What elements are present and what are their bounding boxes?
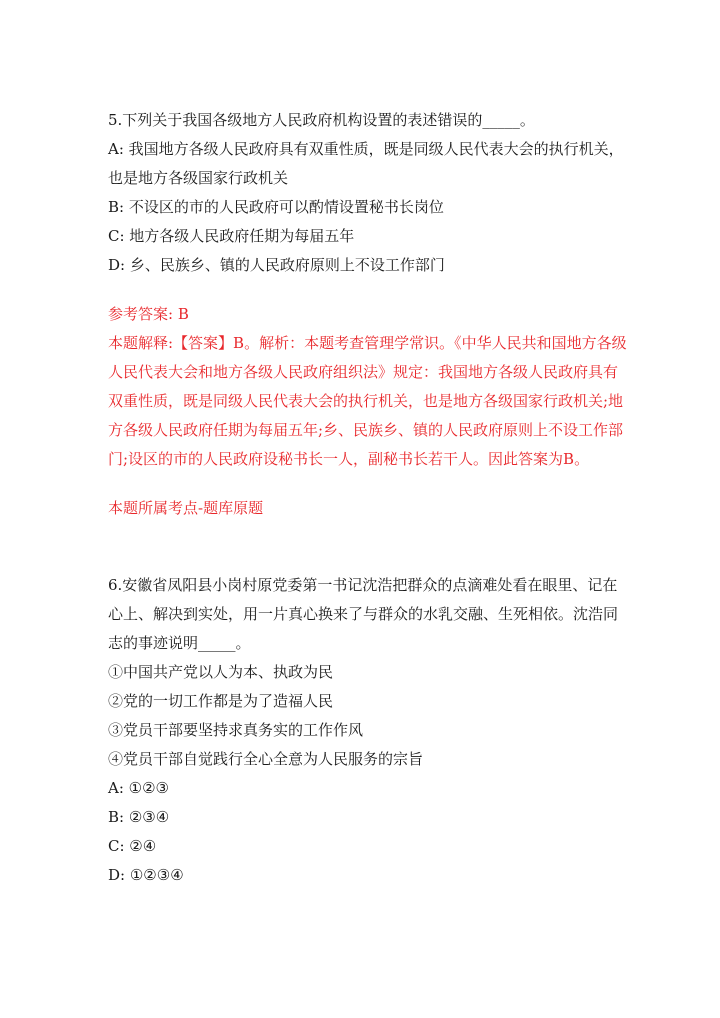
question-5-explanation-line: 人民代表大会和地方各级人民政府组织法》规定：我国地方各级人民政府具有 — [108, 363, 619, 381]
question-5-explanation-line: 双重性质，既是同级人民代表大会的执行机关，也是地方各级国家行政机关;地 — [108, 392, 624, 410]
question-6-stem-line: 6.安徽省凤阳县小岗村原党委第一书记沈浩把群众的点滴难处看在眼里、记在 — [108, 576, 618, 594]
question-5-option-c: C: 地方各级人民政府任期为每届五年 — [108, 227, 355, 245]
question-6-statement-3: ③党员干部要坚持求真务实的工作作风 — [108, 721, 364, 739]
question-6-option-c: C: ②④ — [108, 837, 157, 855]
question-6-stem-line: 志的事迹说明_____。 — [108, 634, 251, 652]
question-5-explanation-line: 方各级人民政府任期为每届五年;乡、民族乡、镇的人民政府原则上不设工作部 — [108, 421, 624, 439]
question-6-statement-4: ④党员干部自觉践行全心全意为人民服务的宗旨 — [108, 750, 424, 768]
question-6-option-a: A: ①②③ — [108, 779, 169, 797]
question-6-statement-1: ①中国共产党以人为本、执政为民 — [108, 663, 334, 681]
question-5-option-a-cont: 也是地方各级国家行政机关 — [108, 169, 289, 187]
question-6-option-d: D: ①②③④ — [108, 866, 184, 884]
question-5-answer: 参考答案: B — [108, 305, 189, 323]
question-6-stem-line: 心上、解决到实处，用一片真心换来了与群众的水乳交融、生死相依。沈浩同 — [108, 605, 619, 623]
question-5-option-d: D: 乡、民族乡、镇的人民政府原则上不设工作部门 — [108, 256, 445, 274]
question-5-option-a: A: 我国地方各级人民政府具有双重性质，既是同级人民代表大会的执行机关， — [108, 140, 624, 158]
question-5 — [108, 106, 627, 523]
question-6 — [108, 571, 619, 890]
question-5-stem: 5.下列关于我国各级地方人民政府机构设置的表述错误的_____。 — [108, 111, 535, 129]
document-page — [108, 106, 627, 890]
question-5-explanation-line: 本题解释:【答案】B。解析：本题考查管理学常识。《中华人民共和国地方各级 — [108, 334, 627, 352]
question-5-option-b: B: 不设区的市的人民政府可以酌情设置秘书长岗位 — [108, 198, 444, 216]
question-6-statement-2: ②党的一切工作都是为了造福人民 — [108, 692, 334, 710]
question-6-option-b: B: ②③④ — [108, 808, 170, 826]
question-5-explanation-line: 门;设区的市的人民政府设秘书长一人，副秘书长若干人。因此答案为B。 — [108, 450, 590, 468]
question-5-category: 本题所属考点-题库原题 — [108, 499, 264, 517]
